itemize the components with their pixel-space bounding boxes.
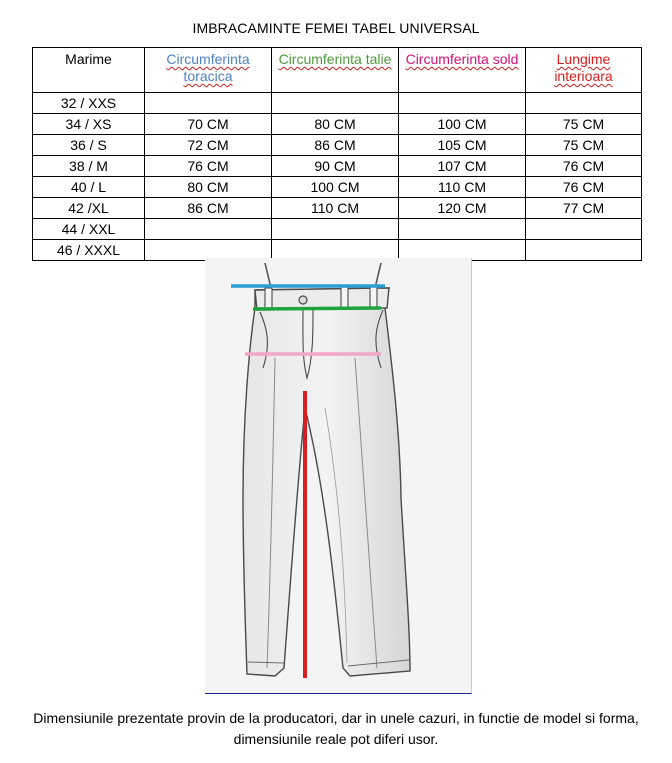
inseam-cell: 75 CM [526,135,642,156]
chest-cell: 72 CM [145,135,272,156]
footnote [0,708,672,750]
chest-cell [145,219,272,240]
table-row [33,135,642,156]
footnote-line-2: dimensiunile reale pot diferi usor. [233,731,439,747]
header-inseam: Lungime interioara [526,48,642,93]
hip-cell: 107 CM [399,156,526,177]
hip-cell [399,93,526,114]
chest-cell: 70 CM [145,114,272,135]
size-cell: 38 / M [33,156,145,177]
inseam-cell [526,240,642,261]
hip-cell: 105 CM [399,135,526,156]
inseam-cell: 75 CM [526,114,642,135]
inseam-cell: 76 CM [526,156,642,177]
chest-cell: 80 CM [145,177,272,198]
chest-cell [145,93,272,114]
header-size: Marime [33,48,145,93]
size-cell: 46 / XXXL [33,240,145,261]
size-cell: 42 /XL [33,198,145,219]
waist-cell [272,219,399,240]
header-chest: Circumferinta toracica [145,48,272,93]
header-waist: Circumferinta talie [272,48,399,93]
inseam-cell: 76 CM [526,177,642,198]
waist-cell: 80 CM [272,114,399,135]
hip-cell [399,219,526,240]
trousers-illustration [205,258,472,694]
table-row [33,198,642,219]
waist-measure-line [253,308,381,309]
chest-cell: 76 CM [145,156,272,177]
size-cell: 34 / XS [33,114,145,135]
hip-cell: 110 CM [399,177,526,198]
table-row [33,93,642,114]
waist-cell: 86 CM [272,135,399,156]
trousers-illustration-icon [205,258,471,693]
size-cell: 44 / XXL [33,219,145,240]
waist-cell: 100 CM [272,177,399,198]
waist-cell: 90 CM [272,156,399,177]
chest-cell: 86 CM [145,198,272,219]
table-row [33,114,642,135]
size-cell: 40 / L [33,177,145,198]
size-cell: 32 / XXS [33,93,145,114]
header-hip: Circumferinta sold [399,48,526,93]
hip-cell: 120 CM [399,198,526,219]
waist-cell [272,93,399,114]
table-row [33,219,642,240]
size-table-header-row [33,48,642,93]
waist-cell: 110 CM [272,198,399,219]
table-row [33,177,642,198]
inseam-cell: 77 CM [526,198,642,219]
size-table [32,47,642,261]
footnote-line-1: Dimensiunile prezentate provin de la producatori, dar in unele cazuri, in functie de model si forma, [33,710,639,726]
table-row [33,156,642,177]
hip-cell: 100 CM [399,114,526,135]
page-title: IMBRACAMINTE FEMEI TABEL UNIVERSAL [192,20,480,36]
size-cell: 36 / S [33,135,145,156]
inseam-cell [526,93,642,114]
inseam-cell [526,219,642,240]
